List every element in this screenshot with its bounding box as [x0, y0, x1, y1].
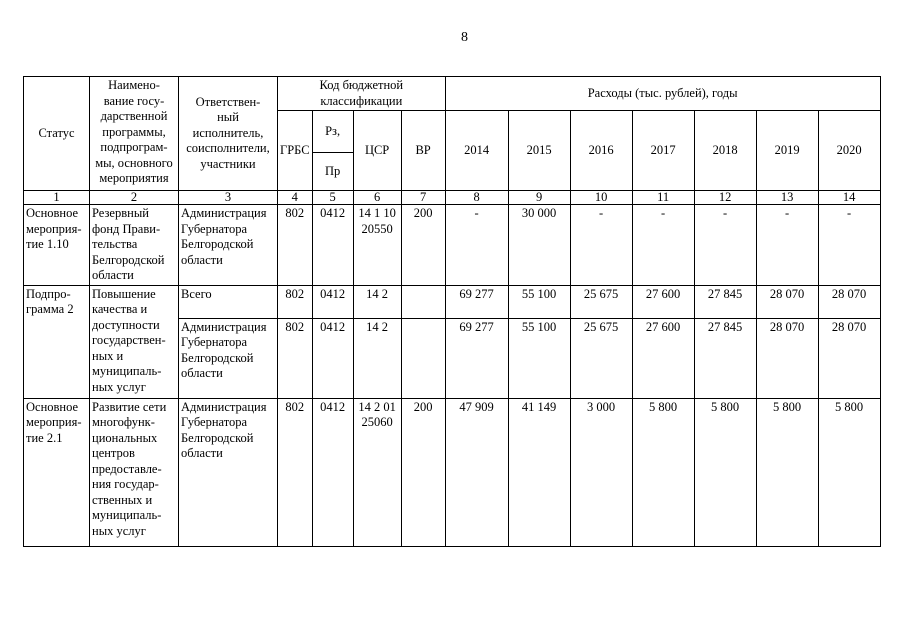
- row-value: -: [570, 205, 632, 286]
- row-value: 55 100: [508, 285, 570, 318]
- row-vr: 200: [401, 398, 445, 546]
- column-number: 14: [818, 191, 880, 205]
- row-csr: 14 2: [353, 318, 401, 398]
- row-value: 25 675: [570, 285, 632, 318]
- column-number: 4: [278, 191, 313, 205]
- row-value: 55 100: [508, 318, 570, 398]
- row-value: -: [756, 205, 818, 286]
- header-year: 2016: [570, 111, 632, 191]
- row-value: 69 277: [445, 318, 508, 398]
- header-vr: ВР: [401, 111, 445, 191]
- row-rzpr: 0412: [312, 285, 353, 318]
- column-number: 10: [570, 191, 632, 205]
- row-executor: Администрация Губернатора Белгородской области: [179, 398, 278, 546]
- header-year: 2018: [694, 111, 756, 191]
- header-executor: Ответствен- ный исполнитель, соисполнители, участники: [179, 77, 278, 191]
- row-value: 3 000: [570, 398, 632, 546]
- row-vr: 200: [401, 205, 445, 286]
- row-value: -: [818, 205, 880, 286]
- row-value: 5 800: [756, 398, 818, 546]
- row-csr: 14 2: [353, 285, 401, 318]
- row-value: -: [694, 205, 756, 286]
- row-value: 28 070: [818, 318, 880, 398]
- row-grbs: 802: [278, 205, 313, 286]
- row-value: 27 845: [694, 285, 756, 318]
- header-year: 2014: [445, 111, 508, 191]
- row-vr: [401, 285, 445, 318]
- column-number: 11: [632, 191, 694, 205]
- row-rzpr: 0412: [312, 398, 353, 546]
- row-value: 30 000: [508, 205, 570, 286]
- column-number: 3: [179, 191, 278, 205]
- row-executor: Всего: [179, 285, 278, 318]
- column-number: 7: [401, 191, 445, 205]
- header-pr: Пр: [312, 153, 353, 191]
- row-name: Резервный фонд Прави- тельства Белгородской области: [90, 205, 179, 286]
- column-number: 6: [353, 191, 401, 205]
- column-number: 1: [24, 191, 90, 205]
- header-year: 2015: [508, 111, 570, 191]
- header-year: 2019: [756, 111, 818, 191]
- column-number: 5: [312, 191, 353, 205]
- row-name: Повышение качества и доступности государствен- ных и муниципаль- ных услуг: [90, 285, 179, 398]
- header-rz: Рз,: [312, 111, 353, 153]
- row-grbs: 802: [278, 398, 313, 546]
- row-vr: [401, 318, 445, 398]
- row-status: Основное мероприя- тие 1.10: [24, 205, 90, 286]
- row-value: 28 070: [818, 285, 880, 318]
- row-rzpr: 0412: [312, 318, 353, 398]
- row-grbs: 802: [278, 285, 313, 318]
- row-value: 28 070: [756, 318, 818, 398]
- row-value: 27 600: [632, 318, 694, 398]
- column-number: 9: [508, 191, 570, 205]
- row-value: 27 845: [694, 318, 756, 398]
- column-number: 13: [756, 191, 818, 205]
- header-expenses: Расходы (тыс. рублей), годы: [445, 77, 880, 111]
- column-number: 12: [694, 191, 756, 205]
- row-value: 5 800: [694, 398, 756, 546]
- row-csr: 14 1 10 20550: [353, 205, 401, 286]
- page-number: 8: [461, 30, 468, 45]
- row-value: 69 277: [445, 285, 508, 318]
- row-executor: Администрация Губернатора Белгородской области: [179, 205, 278, 286]
- header-status: Статус: [24, 77, 90, 191]
- row-value: 5 800: [632, 398, 694, 546]
- row-executor: Администрация Губернатора Белгородской области: [179, 318, 278, 398]
- budget-table: [23, 76, 881, 547]
- row-value: 27 600: [632, 285, 694, 318]
- header-grbs: ГРБС: [278, 111, 313, 191]
- row-status: Основное мероприя- тие 2.1: [24, 398, 90, 546]
- header-budget-code: Код бюджетной классификации: [278, 77, 446, 111]
- header-name: Наимено- вание госу- дарственной программы, подпрограм- мы, основного мероприятия: [90, 77, 179, 191]
- row-name: Развитие сети многофунк- циональных центров предоставле- ния государ- ственных и муниципаль- ных услуг: [90, 398, 179, 546]
- column-number: 8: [445, 191, 508, 205]
- row-grbs: 802: [278, 318, 313, 398]
- row-value: 47 909: [445, 398, 508, 546]
- row-value: -: [632, 205, 694, 286]
- row-status: Подпро- грамма 2: [24, 285, 90, 398]
- row-value: 28 070: [756, 285, 818, 318]
- row-value: 25 675: [570, 318, 632, 398]
- row-rzpr: 0412: [312, 205, 353, 286]
- column-number: 2: [90, 191, 179, 205]
- header-year: 2020: [818, 111, 880, 191]
- header-csr: ЦСР: [353, 111, 401, 191]
- row-value: -: [445, 205, 508, 286]
- header-year: 2017: [632, 111, 694, 191]
- row-value: 41 149: [508, 398, 570, 546]
- row-csr: 14 2 01 25060: [353, 398, 401, 546]
- row-value: 5 800: [818, 398, 880, 546]
